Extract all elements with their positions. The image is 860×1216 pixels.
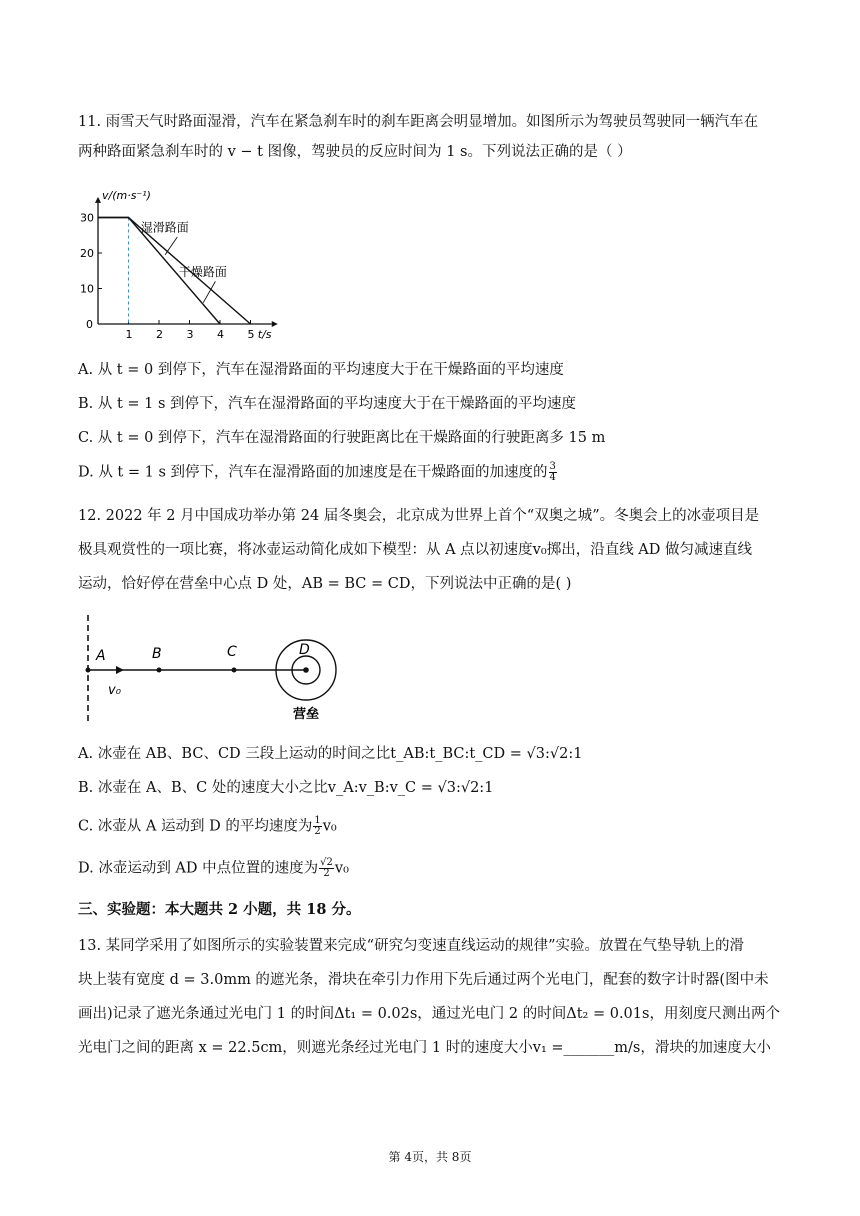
fraction-numerator: 3 [549,461,556,472]
q11-stem-line1: 11. 雨雪天气时路面湿滑，汽车在紧急刹车时的刹车距离会明显增加。如图所示为驾驶员驾驶同一辆汽车在 [78,114,759,130]
vt-chart [78,176,298,342]
label-c: C [227,644,237,660]
label-v0: v₀ [108,683,121,698]
label-camp: 营垒 [293,707,320,722]
point-a [86,668,91,673]
fraction-denominator: 2 [323,868,330,879]
q13-line3: 画出)记录了遮光条通过光电门 1 的时间Δt₁ = 0.02s，通过光电门 2 的时间Δt₂ = 0.01s，用刻度尺测出两个 [78,1006,780,1022]
y-tick-label: 10 [80,282,94,296]
series-label-dry: 干燥路面 [178,265,227,280]
x-tick-label: 3 [186,328,194,341]
series-label-wet: 湿滑路面 [140,220,189,235]
x-tick-label: 5 [247,328,255,341]
x-axis-label: t/s [257,328,272,341]
x-tick-label: 1 [125,328,133,341]
y-axis-label: v/(m·s⁻¹) [102,188,151,202]
q12-stem-line1: 12. 2022 年 2 月中国成功举办第 24 届冬奥会，北京成为世界上首个“双奥之城”。冬奥会上的冰壶项目是 [78,508,760,524]
q12-option-b: B. 冰壶在 A、B、C 处的速度大小之比v_A:v_B:v_C = √3:√2:1 [78,780,494,796]
leader-line-wet [165,237,177,255]
q12-option-d-fraction [319,858,334,879]
fraction-denominator: 4 [549,472,556,483]
q11-option-a: A. 从 t = 0 到停下，汽车在湿滑路面的平均速度大于在干燥路面的平均速度 [78,362,564,378]
curling-diagram [78,610,348,730]
q12-option-d [78,858,349,879]
label-b: B [152,646,162,662]
y-tick-label: 20 [80,247,94,260]
q12-option-c-fraction [313,816,321,837]
q11-option-d-text: D. 从 t = 1 s 到停下，汽车在湿滑路面的加速度是在干燥路面的加速度的 [78,464,548,481]
q11-stem-line2: 两种路面紧急刹车时的 v − t 图像，驾驶员的反应时间为 1 s。下列说法正确的是（ ） [78,144,632,160]
q13-line2: 块上装有宽度 d = 3.0mm 的遮光条，滑块在牵引力作用下先后通过两个光电门，配套的数字计时器(图中未 [78,972,769,988]
q12-stem-line3: 运动，恰好停在营垒中心点 D 处，AB = BC = CD，下列说法中正确的是( ) [78,576,572,592]
q12-stem-line2: 极具观赏性的一项比赛，将冰壶运动简化成如下模型：从 A 点以初速度v₀掷出，沿直线 AD 做匀减速直线 [78,542,753,558]
q13-line1: 13. 某同学采用了如图所示的实验装置来完成“研究匀变速直线运动的规律”实验。放置在气垫导轨上的滑 [78,938,744,954]
origin-label: 0 [86,318,93,331]
q11-option-c: C. 从 t = 0 到停下，汽车在湿滑路面的行驶距离比在干燥路面的行驶距离多 15 m [78,430,606,446]
q12-option-a: A. 冰壶在 AB、BC、CD 三段上运动的时间之比t_AB:t_BC:t_CD = √3:√2:1 [78,746,583,762]
q11-option-b: B. 从 t = 1 s 到停下，汽车在湿滑路面的平均速度大于在干燥路面的平均速度 [78,396,577,412]
q11-option-d-fraction [549,462,557,483]
point-c [232,668,237,673]
x-tick-label: 4 [217,328,224,341]
y-axis-arrow [95,197,101,203]
q12-option-d-suffix: v₀ [334,860,349,877]
label-d: D [299,642,310,658]
q13-line4: 光电门之间的距离 x = 22.5cm，则遮光条经过光电门 1 时的速度大小v₁ =_______m/s，滑块的加速度大小 [78,1040,771,1056]
x-axis-arrow [272,321,278,327]
y-tick-label: 30 [80,211,94,225]
q11-option-d [78,462,558,483]
fraction-numerator: √2 [320,857,333,868]
fraction-denominator: 2 [314,826,321,837]
point-b [157,668,162,673]
q12-option-c-suffix: v₀ [322,818,337,835]
velocity-arrow-head [116,666,124,674]
q12-option-d-text: D. 冰壶运动到 AD 中点位置的速度为 [78,860,319,877]
label-a: A [96,648,106,664]
page-footer: 第 4页，共 8页 [388,1150,472,1164]
q12-option-c [78,816,337,837]
section-title: 三、实验题：本大题共 2 小题，共 18 分。 [78,901,361,918]
x-tick-label: 2 [156,328,163,341]
point-d [303,667,309,673]
q12-option-c-text: C. 冰壶从 A 运动到 D 的平均速度为 [78,818,313,835]
fraction-numerator: 1 [314,815,321,826]
